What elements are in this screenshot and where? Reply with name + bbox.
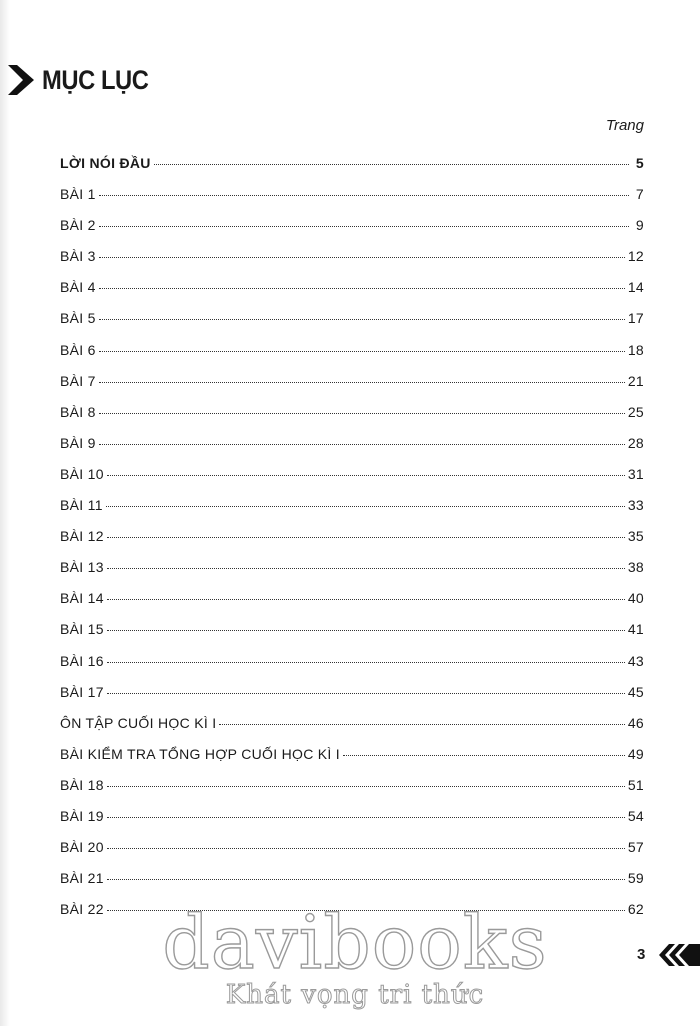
toc-dot-leader xyxy=(99,382,625,383)
toc-entry-label: BÀI 21 xyxy=(60,870,104,887)
toc-entry-label: BÀI 12 xyxy=(60,528,104,545)
toc-entry xyxy=(60,497,644,528)
toc-entry xyxy=(60,808,644,839)
toc-dot-leader xyxy=(343,755,625,756)
toc-entry-label: LỜI NÓI ĐẦU xyxy=(60,155,151,171)
toc-entry xyxy=(60,404,644,435)
toc-entry-label: BÀI 8 xyxy=(60,403,96,420)
chevron-left-double-icon xyxy=(655,944,700,966)
toc-dot-leader xyxy=(99,257,625,258)
toc-entry-page: 62 xyxy=(627,901,644,918)
toc-entry xyxy=(60,279,644,310)
toc-entry xyxy=(60,870,644,901)
toc-entry-page: 40 xyxy=(627,590,644,607)
toc-dot-leader xyxy=(99,288,625,289)
toc-heading xyxy=(8,62,163,98)
page-column-header: Trang xyxy=(605,117,644,134)
page-title: MỤC LỤC xyxy=(42,64,149,95)
toc-dot-leader xyxy=(106,506,625,507)
watermark-tagline: Khát vọng tri thức xyxy=(225,980,485,1010)
toc-dot-leader xyxy=(107,910,625,911)
toc-entry-page: 51 xyxy=(627,776,644,793)
toc-entry-label: BÀI 3 xyxy=(60,248,96,265)
toc-entry xyxy=(60,186,644,217)
toc-entry-label: BÀI 10 xyxy=(60,465,104,482)
toc-entry xyxy=(60,435,644,466)
toc-entry-label: BÀI 7 xyxy=(60,372,96,389)
toc-entry-page: 38 xyxy=(627,559,644,576)
toc-entry-label: BÀI 11 xyxy=(60,497,103,514)
toc-dot-leader xyxy=(107,879,625,880)
toc-dot-leader xyxy=(107,693,625,694)
toc-entry xyxy=(60,342,644,373)
toc-entry-label: BÀI 15 xyxy=(60,621,104,638)
toc-entry xyxy=(60,901,644,932)
toc-entry-page: 43 xyxy=(627,652,644,669)
toc-entry xyxy=(60,310,644,341)
toc-entry-page: 59 xyxy=(627,870,644,887)
toc-entry-label: BÀI 13 xyxy=(60,559,104,576)
arrow-right-icon xyxy=(8,65,34,95)
toc-dot-leader xyxy=(107,817,625,818)
page-spine-shadow xyxy=(0,0,10,1026)
toc-entry-page: 33 xyxy=(627,497,644,514)
toc-entry xyxy=(60,248,644,279)
toc-entry xyxy=(60,684,644,715)
toc-dot-leader xyxy=(107,786,625,787)
toc-entry-page: 12 xyxy=(627,248,644,265)
toc-entry xyxy=(60,653,644,684)
toc-entry-page: 5 xyxy=(635,155,644,171)
toc-entry-page: 46 xyxy=(627,714,644,731)
toc-entry-page: 18 xyxy=(627,341,644,358)
toc-dot-leader xyxy=(107,848,625,849)
toc-entry-page: 28 xyxy=(627,434,644,451)
toc-entry-page: 49 xyxy=(627,745,644,762)
toc-dot-leader xyxy=(99,351,625,352)
toc-entry xyxy=(60,715,644,746)
toc-entry-label: BÀI 2 xyxy=(60,217,96,234)
toc-dot-leader xyxy=(107,568,625,569)
toc-entry xyxy=(60,590,644,621)
toc-entry-label: BÀI 4 xyxy=(60,279,96,296)
table-of-contents xyxy=(60,155,644,932)
toc-entry-page: 45 xyxy=(627,683,644,700)
toc-entry-label: BÀI 17 xyxy=(60,683,104,700)
toc-entry xyxy=(60,746,644,777)
watermark-brand: davibooks xyxy=(162,900,548,986)
toc-entry-page: 35 xyxy=(627,528,644,545)
toc-entry-label: BÀI 6 xyxy=(60,341,96,358)
toc-dot-leader xyxy=(219,724,624,725)
toc-entry-label: BÀI 5 xyxy=(60,310,96,327)
toc-entry xyxy=(60,466,644,497)
toc-dot-leader xyxy=(99,226,629,227)
toc-entry-label: BÀI 1 xyxy=(60,186,96,203)
toc-entry-page: 21 xyxy=(627,372,644,389)
toc-entry-page: 17 xyxy=(627,310,644,327)
toc-entry xyxy=(60,373,644,404)
toc-dot-leader xyxy=(99,319,625,320)
toc-entry-page: 25 xyxy=(627,403,644,420)
toc-dot-leader xyxy=(99,444,625,445)
toc-entry xyxy=(60,528,644,559)
toc-entry xyxy=(60,155,644,186)
toc-dot-leader xyxy=(107,599,625,600)
toc-dot-leader xyxy=(99,413,625,414)
toc-entry-label: BÀI 18 xyxy=(60,776,104,793)
toc-entry-page: 7 xyxy=(635,186,644,203)
toc-entry-label: BÀI 9 xyxy=(60,434,96,451)
toc-entry-page: 14 xyxy=(627,279,644,296)
toc-dot-leader xyxy=(99,195,629,196)
toc-entry-label: BÀI 16 xyxy=(60,652,104,669)
toc-entry-label: BÀI KIỂM TRA TỔNG HỢP CUỐI HỌC KÌ I xyxy=(60,745,340,762)
toc-entry-label: BÀI 19 xyxy=(60,807,104,824)
toc-entry-label: BÀI 20 xyxy=(60,839,104,856)
toc-entry-page: 54 xyxy=(627,807,644,824)
toc-entry xyxy=(60,777,644,808)
toc-entry-label: ÔN TẬP CUỐI HỌC KÌ I xyxy=(60,714,217,731)
toc-dot-leader xyxy=(107,475,625,476)
toc-entry-page: 9 xyxy=(635,217,644,234)
toc-entry-page: 57 xyxy=(627,839,644,856)
toc-entry-label: BÀI 22 xyxy=(60,901,104,918)
toc-dot-leader xyxy=(154,164,629,165)
page-number: 3 xyxy=(637,946,646,963)
toc-entry xyxy=(60,559,644,590)
toc-entry-page: 31 xyxy=(627,465,644,482)
toc-entry-page: 41 xyxy=(627,621,644,638)
toc-entry xyxy=(60,217,644,248)
toc-dot-leader xyxy=(107,537,625,538)
toc-dot-leader xyxy=(107,662,625,663)
toc-dot-leader xyxy=(107,630,625,631)
toc-entry xyxy=(60,839,644,870)
toc-entry xyxy=(60,621,644,652)
toc-entry-label: BÀI 14 xyxy=(60,590,104,607)
